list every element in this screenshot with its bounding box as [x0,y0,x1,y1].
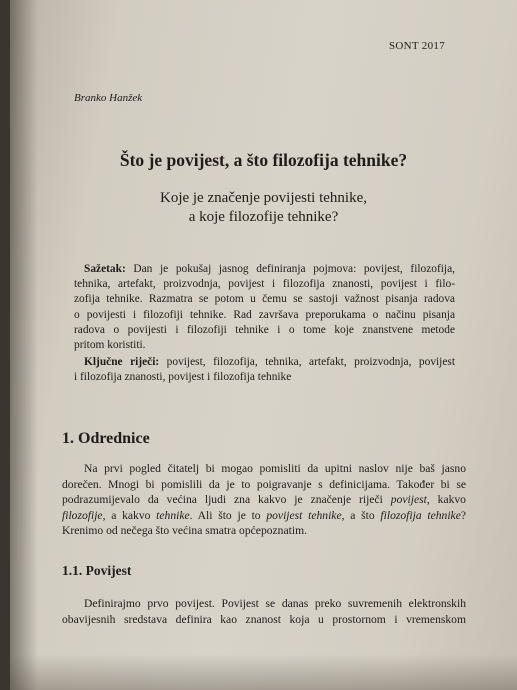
paragraph-line-1: Definirajmo prvo povijest. Povijest se danas preko suvremenih elektronskih [84,597,466,610]
section-heading-1-1: 1.1. Povijest [62,563,132,578]
page-bottom-shadow [10,654,517,690]
keywords [74,355,455,385]
article-subtitle [10,189,517,227]
abstract-line-2: tehnika, artefakt, proizvodnja, povijest i filozofija znanosti, povijest i filo- [74,278,455,291]
running-head: SONT 2017 [389,40,445,52]
paragraph-line-3: podrazumijevalo da većina ljudi zna kakvo je značenje riječi povijest, kakvo [62,493,466,507]
subtitle-line-2: a koje filozofije tehnike? [188,209,339,225]
keywords-line-2: i filozofija znanosti, povijest i filozofija tehnike [74,371,292,384]
abstract-line-6: pritom koristiti. [74,339,146,352]
article-title: Što je povijest, a što filozofija tehnike? [119,150,408,170]
paragraph-line-2: dorečen. Mnogi bi pomislili da je to poigravanje s definicijama. Također bi se [62,477,466,491]
book-page [10,0,517,690]
page-gutter-shadow [10,0,38,690]
abstract-label: Sažetak: [84,263,126,275]
section-heading-1: 1. Odrednice [62,430,150,447]
paragraph-line-2: obavijesnih sredstava definira kao znanost koja u prostornom i vremenskom [62,612,466,626]
subtitle-line-1: Koje je značenje povijesti tehnike, [159,190,367,206]
abstract-line-3: zofija tehnike. Razmatra se potom u čemu se sastoji važnost pisanja radova [74,293,455,306]
abstract-line-1: Sažetak: Dan je pokušaj jasnog definiranja pojmova: povijest, filozofija, [84,263,455,275]
keywords-line-1: Ključne riječi: povijest, filozofija, tehnika, artefakt, proizvodnja, povijest [84,356,456,368]
paragraph-line-1: Na prvi pogled čitatelj bi mogao pomisliti da upitni naslov nije baš jasno [84,462,466,475]
section-1-1-paragraph [62,596,466,627]
abstract-line-4: o povijesti i filozofiji tehnike. Rad završava preporukama o načinu pisanja [74,308,455,321]
abstract-line-5: radova o povijesti i filozofiji tehnike i o tome koje znanstvene metode [74,323,455,336]
author-name: Branko Hanžek [74,92,143,104]
paragraph-line-4: filozofije, a kakvo tehnike. Ali što je to povijest tehnike, a što filozofija tehnike? [62,508,467,522]
section-1-paragraph [62,461,466,539]
abstract [74,262,455,353]
paragraph-line-5: Krenimo od nečega što većina smatra općepoznatim. [62,524,307,538]
keywords-label: Ključne riječi: [84,356,160,368]
